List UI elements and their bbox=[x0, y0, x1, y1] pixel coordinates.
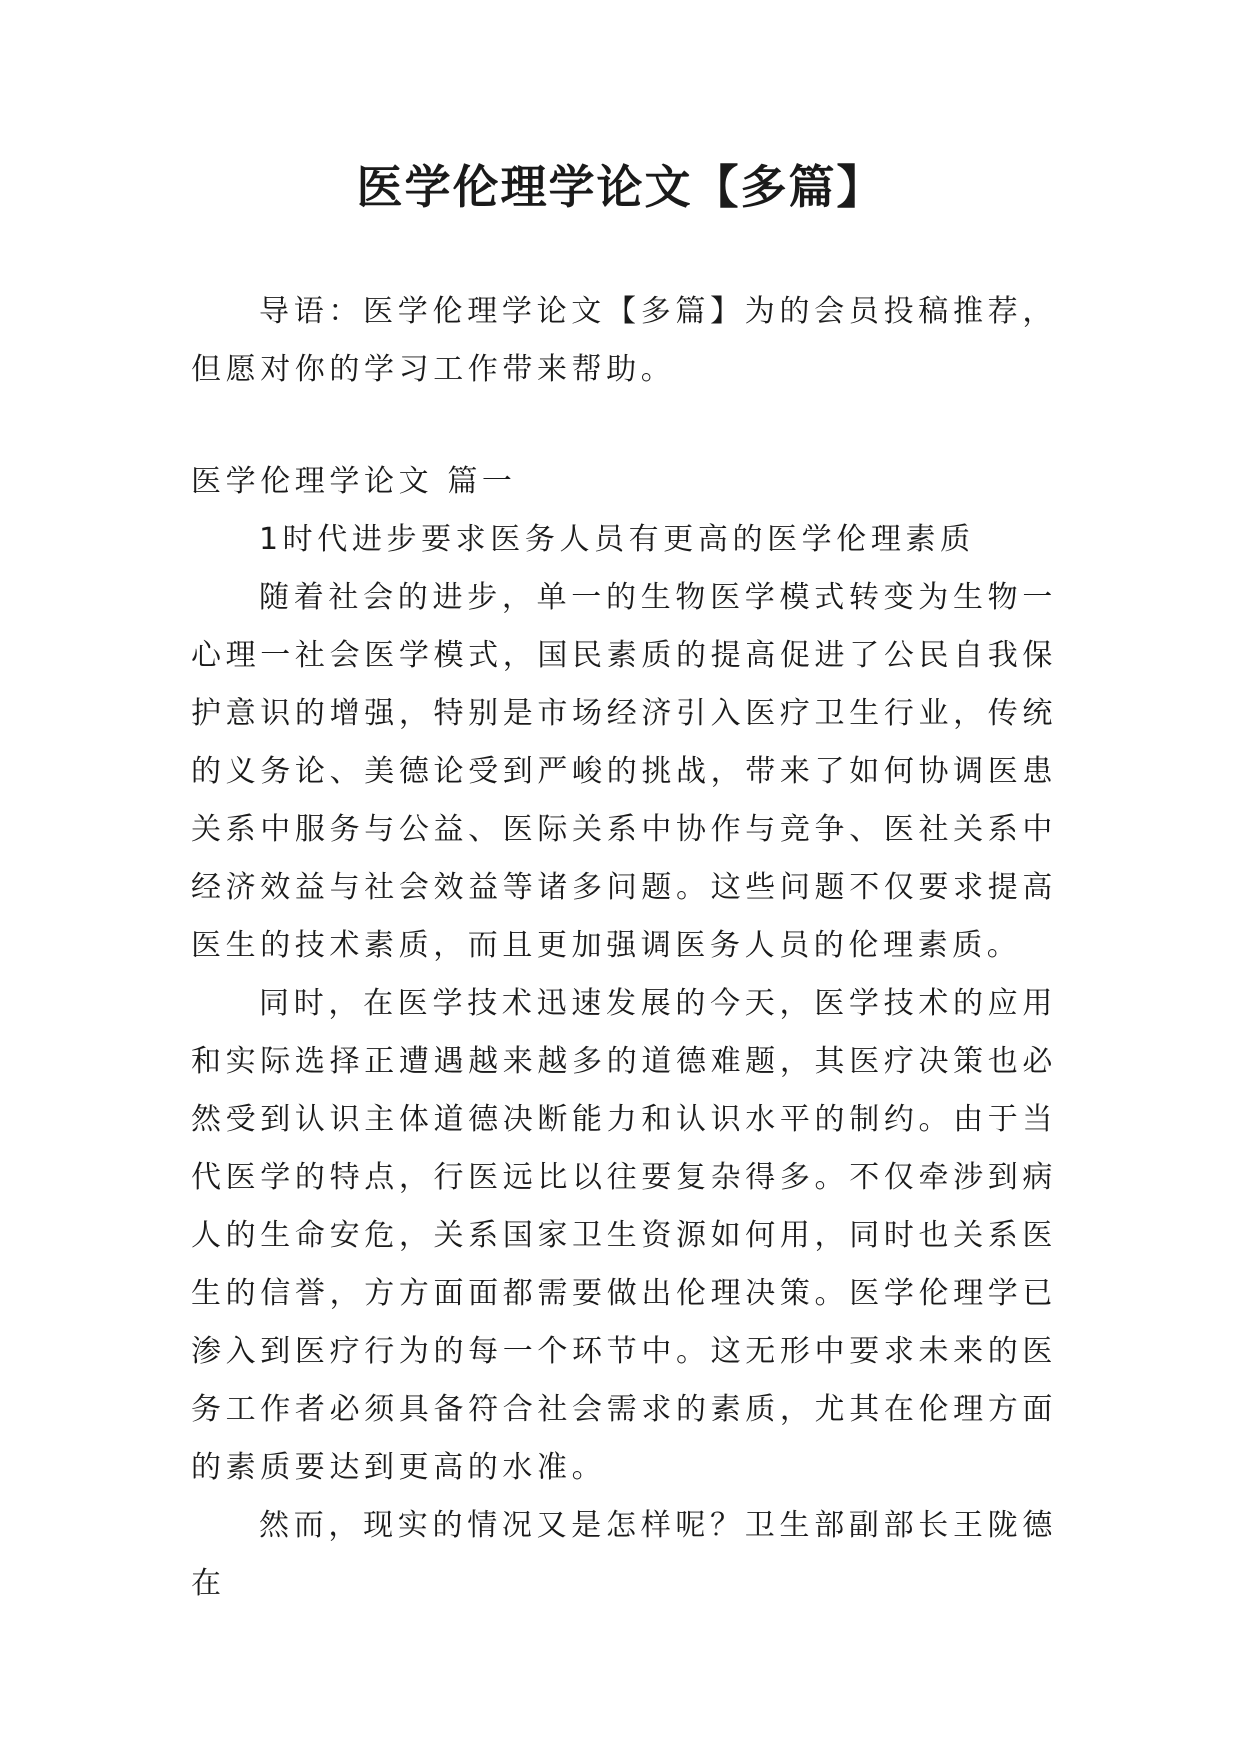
section-heading: 医学伦理学论文 篇一 bbox=[191, 464, 517, 499]
body-paragraph: 随着社会的进步，单一的生物医学模式转变为生物一心理一社会医学模式，国民素质的提高促进了公民自我保护意识的增强，特别是市场经济引入医疗卫生行业，传统的义务论、美德论受到严峻的挑战，带来了如何协调医患关系中服务与公益、医际关系中协作与竞争、医社关系中经济效益与社会效益等诸多问题。这些问题不仅要求提高医生的技术素质，而且更加强调医务人员的伦理素质。 bbox=[191, 580, 1057, 963]
document-body bbox=[191, 283, 1057, 1613]
body-paragraph: 同时，在医学技术迅速发展的今天，医学技术的应用和实际选择正遭遇越来越多的道德难题，其医疗决策也必然受到认识主体道德决断能力和认识水平的制约。由于当代医学的特点，行医远比以往要复杂得多。不仅牵涉到病人的生命安危，关系国家卫生资源如何用，同时也关系医生的信誉，方方面面都需要做出伦理决策。医学伦理学已渗入到医疗行为的每一个环节中。这无形中要求未来的医务工作者必须具备符合社会需求的素质，尤其在伦理方面的素质要达到更高的水准。 bbox=[191, 986, 1057, 1485]
subheading: 1时代进步要求医务人员有更高的医学伦理素质 bbox=[259, 522, 975, 557]
intro-paragraph: 导语：医学伦理学论文【多篇】为的会员投稿推荐，但愿对你的学习工作带来帮助。 bbox=[191, 294, 1057, 387]
body-paragraph: 然而，现实的情况又是怎样呢？卫生部副部长王陇德在 bbox=[191, 1508, 1057, 1601]
document-title: 医学伦理学论文【多篇】 bbox=[356, 160, 885, 214]
spacer bbox=[191, 399, 1057, 453]
